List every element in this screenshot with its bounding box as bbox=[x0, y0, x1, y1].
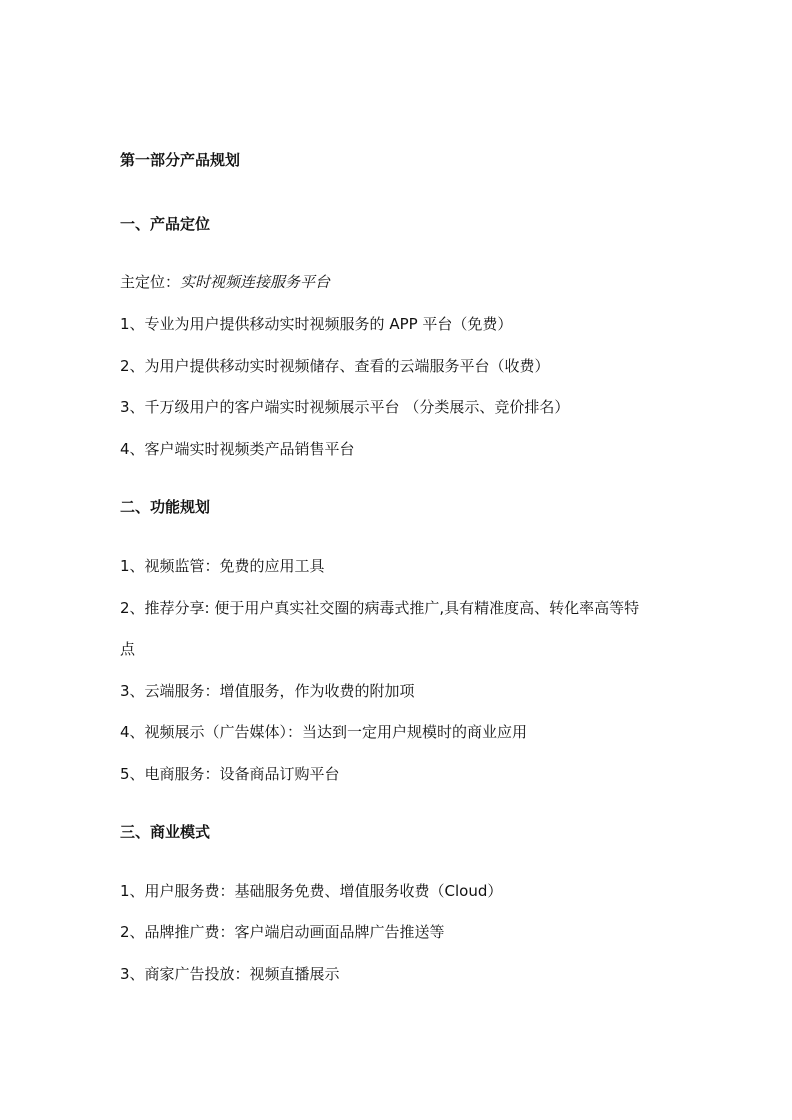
section-heading-business-model: 三、商业模式 bbox=[120, 823, 211, 841]
section-heading-positioning: 一、产品定位 bbox=[120, 215, 211, 233]
feature-item-4: 4、视频展示（广告媒体）：当达到一定用户规模时的商业应用 bbox=[120, 723, 528, 741]
main-positioning-line bbox=[120, 271, 690, 293]
main-positioning-value: 实时视频连接服务平台 bbox=[180, 273, 331, 291]
positioning-item-4: 4、客户端实时视频类产品销售平台 bbox=[120, 440, 355, 458]
part-title: 第一部分产品规划 bbox=[120, 151, 241, 169]
feature-item-5: 5、电商服务：设备商品订购平台 bbox=[120, 765, 340, 783]
feature-item-1: 1、视频监管：免费的应用工具 bbox=[120, 557, 325, 575]
positioning-item-2: 2、为用户提供移动实时视频储存、查看的云端服务平台（收费） bbox=[120, 357, 550, 375]
business-item-1: 1、用户服务费：基础服务免费、增值服务收费（Cloud） bbox=[120, 882, 503, 900]
section-heading-features: 二、功能规划 bbox=[120, 498, 211, 516]
positioning-item-1: 1、专业为用户提供移动实时视频服务的 APP 平台（免费） bbox=[120, 315, 513, 333]
business-item-2: 2、品牌推广费：客户端启动画面品牌广告推送等 bbox=[120, 923, 445, 941]
feature-item-2-continued: 点 bbox=[120, 640, 136, 658]
business-item-3: 3、商家广告投放：视频直播展示 bbox=[120, 965, 340, 983]
feature-item-2: 2、推荐分享: 便于用户真实社交圈的病毒式推广,具有精准度高、转化率高等特 bbox=[120, 599, 640, 617]
positioning-item-3: 3、千万级用户的客户端实时视频展示平台 （分类展示、竞价排名） bbox=[120, 398, 570, 416]
feature-item-3: 3、云端服务：增值服务，作为收费的附加项 bbox=[120, 682, 415, 700]
main-positioning-label: 主定位： bbox=[120, 273, 181, 291]
